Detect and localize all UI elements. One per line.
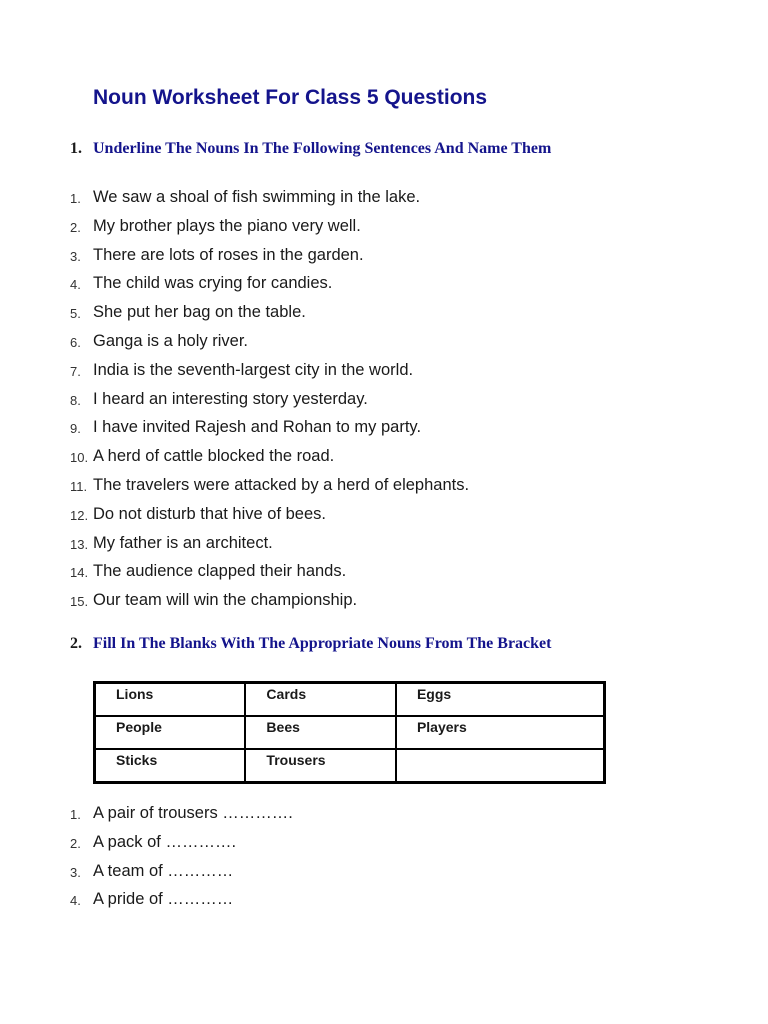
list-item-text: We saw a shoal of fish swimming in the lake. [93,188,421,206]
list-item-text: There are lots of roses in the garden. [93,245,364,264]
list-item-text: A herd of cattle blocked the road. [93,447,335,466]
table-cell: Cards [245,683,396,716]
list-item-number: 12. [70,507,89,523]
list-item [0,331,600,360]
list-item [0,832,400,861]
list-item-number: 11. [70,478,88,494]
table-row [95,716,604,749]
list-item [0,475,600,504]
list-item-number: 2. [70,219,81,235]
section-2-blank-list [0,803,400,918]
list-item-text: My brother plays the piano very well. [93,216,361,235]
list-item-number: 3. [70,248,81,264]
table-cell: Lions [95,683,245,716]
list-item [0,417,600,446]
list-item-number: 3. [70,864,81,880]
list-item [0,861,400,890]
list-item-text: A team of ………… [93,861,234,880]
list-item-number: 1. [70,807,81,822]
table-cell: Bees [245,716,396,749]
list-item-text: A pride of ………… [93,890,234,909]
table-cell: Trousers [245,749,396,782]
table-cell: People [95,716,245,749]
list-item [0,504,600,533]
list-item-text: The audience clapped their hands. [93,562,347,581]
list-item-text: India is the seventh-largest city in the world. [93,360,414,379]
list-item-text: A pair of trousers …………. [93,804,293,822]
section-1-sentence-list [0,187,600,619]
list-item-number: 4. [70,277,81,293]
page-title: Noun Worksheet For Class 5 Questions [93,86,488,109]
list-item-text: Do not disturb that hive of bees. [93,504,326,523]
list-item-text: My father is an architect. [93,533,273,552]
list-item [0,889,400,918]
list-item-text: I heard an interesting story yesterday. [93,389,368,408]
list-item [0,389,600,418]
list-item [0,245,600,274]
list-item [0,803,400,832]
noun-options-table [93,681,606,784]
list-item-number: 5. [70,306,81,322]
list-item [0,533,600,562]
list-item [0,187,600,216]
list-item-number: 8. [70,392,81,408]
list-item-number: 1. [70,191,81,206]
list-item-text: I have invited Rajesh and Rohan to my party. [93,418,422,437]
list-item-number: 15. [70,594,89,610]
list-item [0,590,600,619]
section-1-number: 1. [70,140,82,157]
table-cell: Sticks [95,749,245,782]
table-cell [396,749,604,782]
list-item-text: The travelers were attacked by a herd of elephants. [93,475,470,494]
section-2-heading-text: Fill In The Blanks With The Appropriate Nouns From The Bracket [93,635,552,652]
table-row [95,683,604,716]
section-2-number: 2. [70,635,82,652]
list-item [0,302,600,331]
list-item-number: 4. [70,893,81,909]
section-1-heading [70,140,551,158]
list-item [0,360,600,389]
list-item [0,216,600,245]
table-row [95,749,604,782]
list-item-text: Ganga is a holy river. [93,331,248,350]
list-item [0,561,600,590]
list-item [0,273,600,302]
list-item-number: 7. [70,363,81,379]
list-item-text: The child was crying for candies. [93,274,333,293]
list-item-number: 9. [70,421,81,437]
list-item-number: 14. [70,565,89,581]
list-item-number: 10. [70,450,89,466]
list-item-text: Our team will win the championship. [93,591,358,610]
list-item-text: She put her bag on the table. [93,303,306,322]
table-cell: Eggs [396,683,604,716]
list-item-text: A pack of …………. [93,832,237,851]
list-item-number: 13. [70,536,89,552]
list-item-number: 6. [70,334,81,350]
section-2-heading [70,635,551,653]
list-item [0,446,600,475]
section-1-heading-text: Underline The Nouns In The Following Sentences And Name Them [93,140,552,157]
table-cell: Players [396,716,604,749]
list-item-number: 2. [70,835,81,851]
